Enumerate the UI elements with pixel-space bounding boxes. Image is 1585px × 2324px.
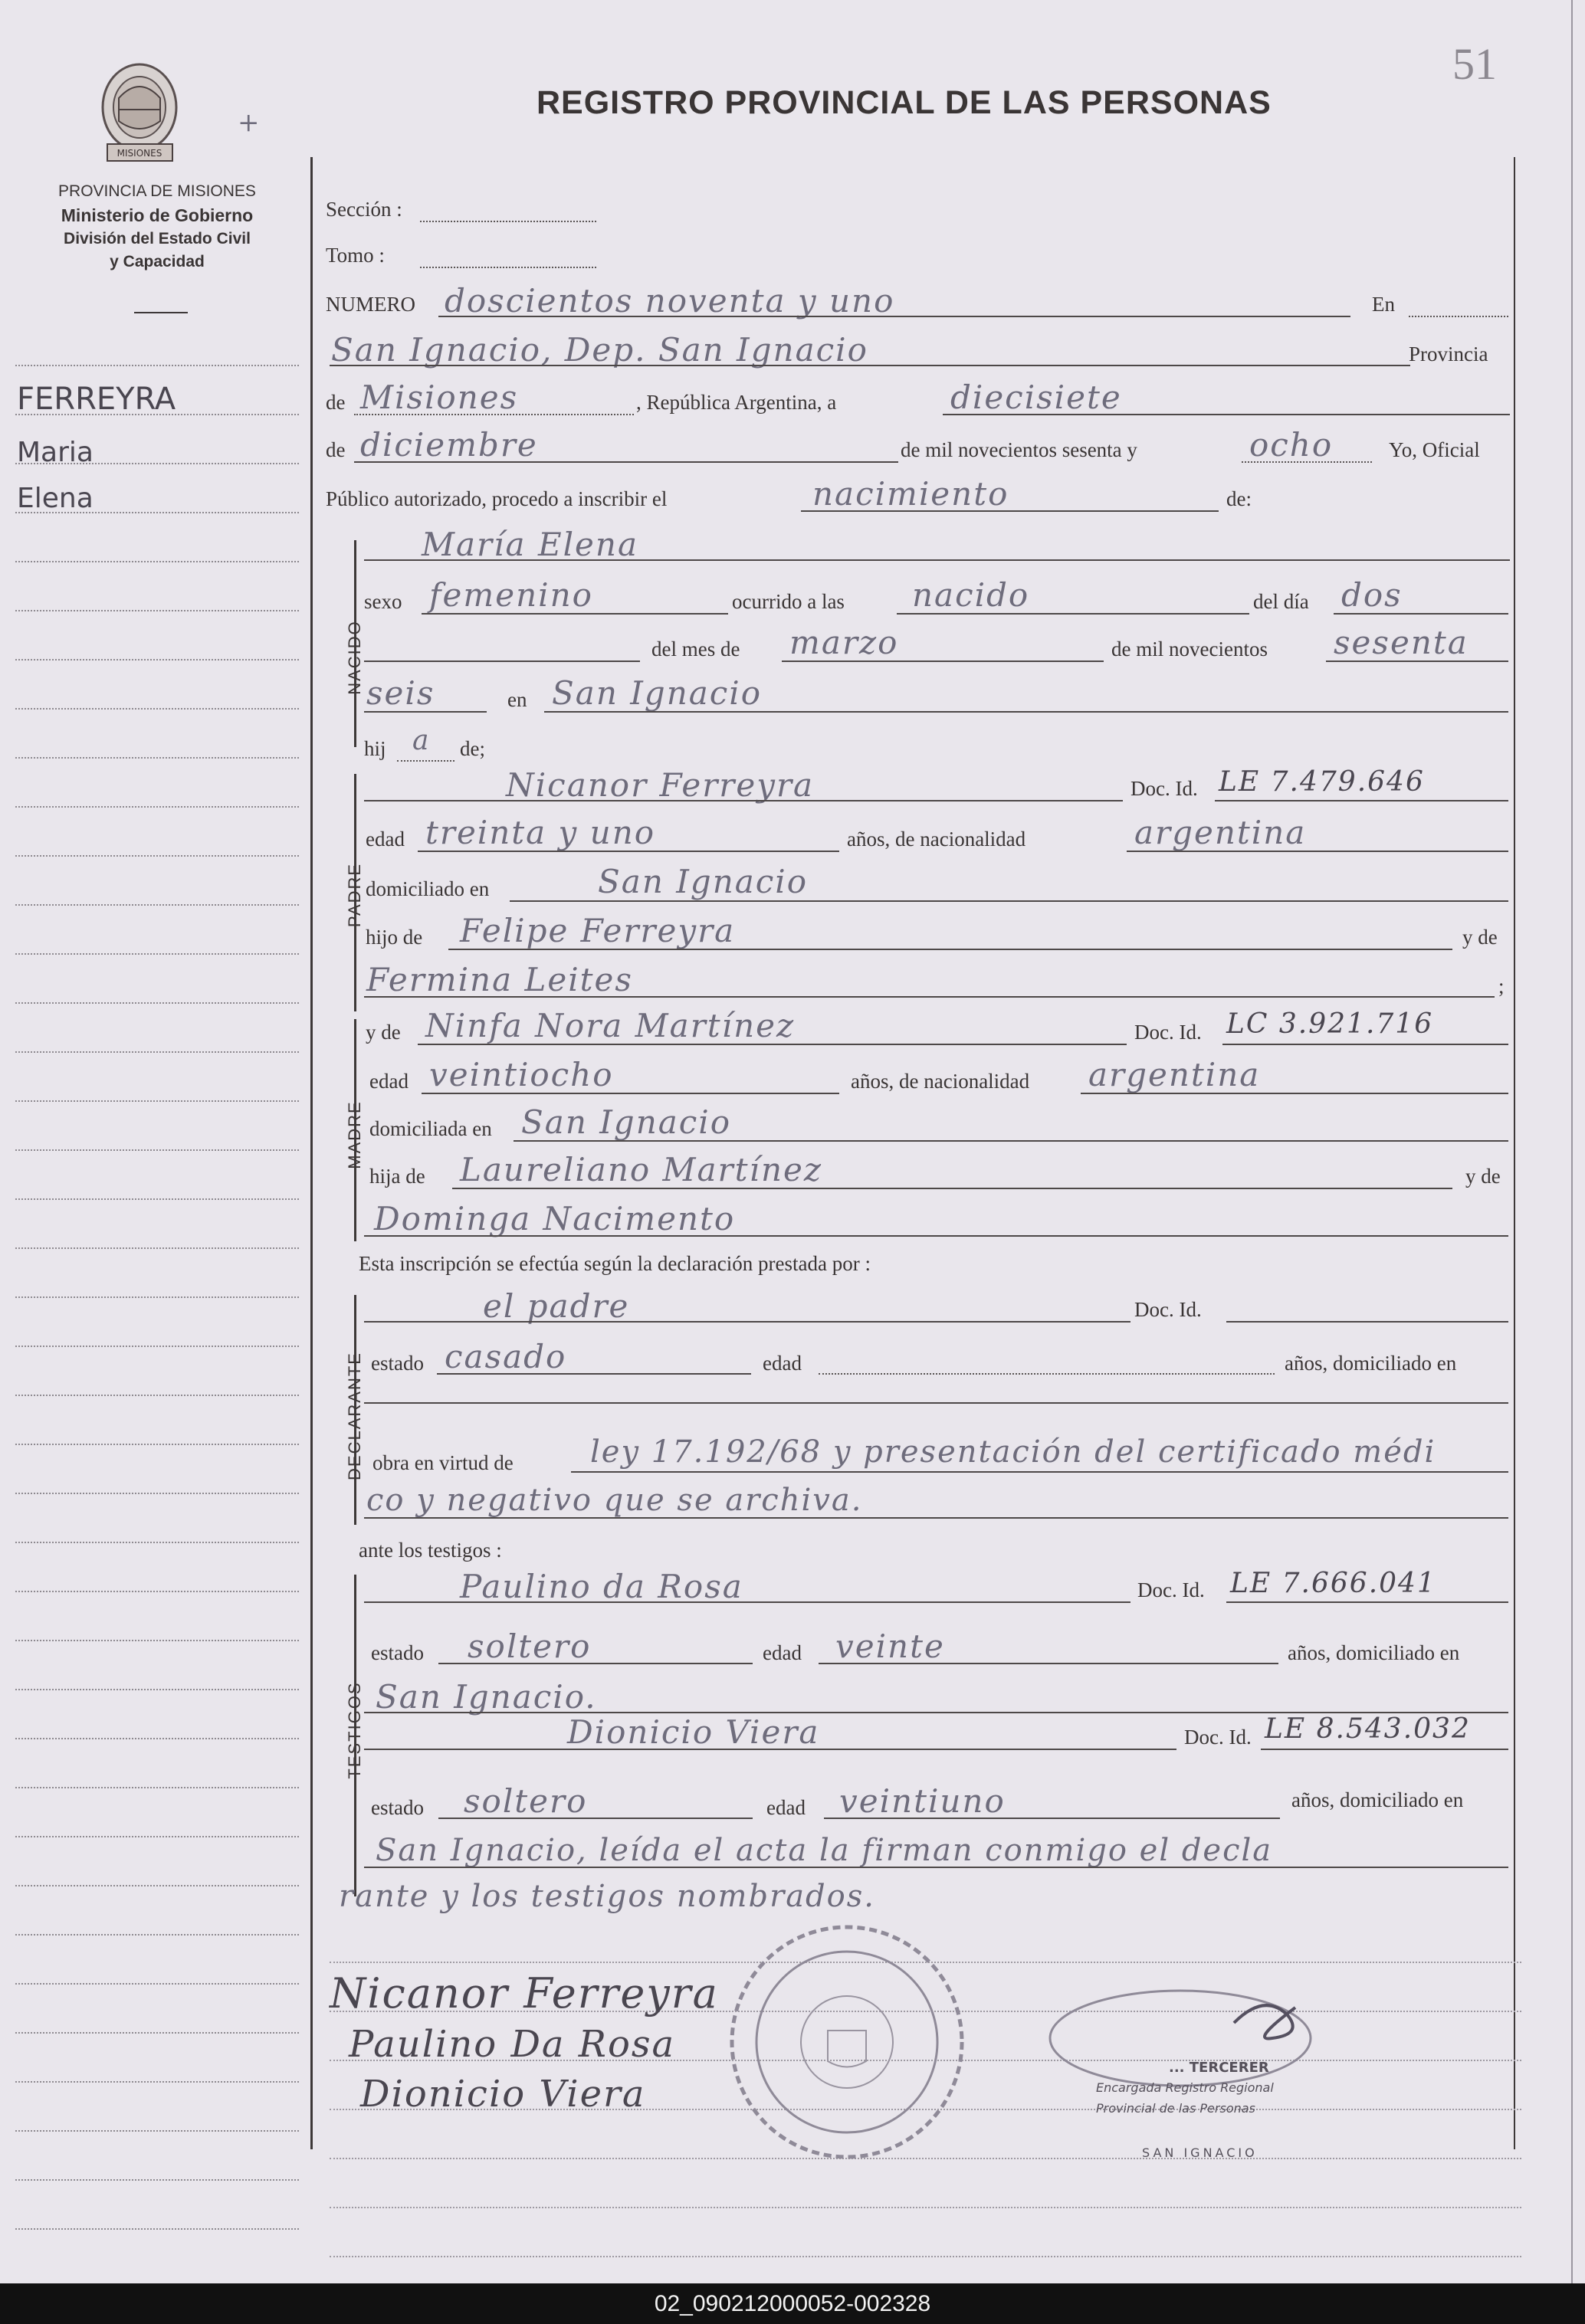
de-semicolon: de; — [460, 737, 485, 760]
margin-surname: FERREYRA — [17, 382, 176, 417]
padre-nombre: Nicanor Ferreyra — [506, 766, 815, 804]
declarante-doc-label: Doc. Id. — [1134, 1298, 1202, 1321]
testigo1-doc-label: Doc. Id. — [1137, 1578, 1205, 1601]
madre-madre-de: Dominga Nacimento — [374, 1200, 736, 1237]
provincia-value: Misiones — [360, 379, 519, 416]
madre-edad-value: veintiocho — [429, 1056, 614, 1093]
testigo1-dom-value: San Ignacio. — [376, 1678, 597, 1716]
madre-yde-label-2: y de — [1465, 1165, 1501, 1188]
section-madre: MADRE — [345, 1100, 364, 1169]
testigo1-doc-value: LE 7.666.041 — [1230, 1568, 1436, 1599]
madre-yde-label: y de — [366, 1021, 401, 1044]
margin-second-name: Elena — [17, 483, 94, 514]
madre-nac-label: años, de nacionalidad — [851, 1070, 1030, 1093]
declarante-edad-label: edad — [763, 1352, 802, 1375]
padre-edad-value: treinta y uno — [425, 814, 656, 851]
ministry-label: Ministerio de Gobierno — [61, 205, 254, 225]
margin-mark: + — [238, 107, 261, 138]
madre-nac-value: argentina — [1088, 1056, 1261, 1093]
stamp-line-3: Provincial de las Personas — [1096, 2101, 1255, 2116]
margin-first-name: Maria — [17, 437, 94, 468]
tomo-label: Tomo : — [326, 244, 385, 267]
madre-doc-label: Doc. Id. — [1134, 1021, 1202, 1044]
mil-novecientos-label: de mil novecientos — [1111, 638, 1268, 660]
obra-value-2: co y negativo que se archiva. — [366, 1483, 863, 1518]
ocurrido-label: ocurrido a las — [732, 590, 845, 613]
testigo2-edad-label: edad — [766, 1796, 806, 1819]
padre-hijo-label: hijo de — [366, 926, 423, 949]
seccion-label: Sección : — [326, 198, 402, 221]
page-edge — [1571, 0, 1573, 2283]
anio-nacimiento: sesenta — [1334, 624, 1469, 661]
padre-dom-value: San Ignacio — [598, 863, 809, 900]
padre-padre-de: Felipe Ferreyra — [460, 912, 736, 949]
stamp-line-1: ... TERCERER — [1169, 2060, 1269, 2076]
main-frame-line — [310, 157, 313, 2149]
madre-edad-label: edad — [369, 1070, 409, 1093]
publico-label: Público autorizado, procedo a inscribir el — [326, 487, 668, 510]
testigo2-doc-label: Doc. Id. — [1184, 1726, 1252, 1749]
right-frame-line — [1514, 157, 1515, 2149]
numero-label: NUMERO — [326, 293, 416, 316]
madre-dom-label: domiciliada en — [369, 1117, 492, 1140]
testigo2-nombre: Dionicio Viera — [567, 1713, 820, 1751]
padre-semicolon: ; — [1498, 975, 1505, 998]
declarante-nombre: el padre — [483, 1287, 630, 1325]
document-title: REGISTRO PROVINCIAL DE LAS PERSONAS — [537, 84, 1272, 121]
section-testigos: TESTIGOS — [345, 1681, 364, 1779]
padre-yde-label: y de — [1462, 926, 1498, 949]
en-label: En — [1372, 293, 1395, 316]
signature-padre: Nicanor Ferreyra — [330, 1969, 719, 2018]
hora-value: nacido — [912, 576, 1030, 614]
stamp-line-4: SAN IGNACIO — [1142, 2145, 1258, 2160]
stamp-line-2: Encargada Registro Regional — [1096, 2080, 1274, 2095]
testigo1-dom-label: años, domiciliado en — [1288, 1641, 1460, 1664]
mil-label: de mil novecientos sesenta y — [901, 438, 1137, 461]
dia-value: diecisiete — [950, 379, 1122, 416]
declarante-estado-value: casado — [445, 1338, 567, 1375]
testigo1-nombre: Paulino da Rosa — [460, 1568, 743, 1605]
del-dia-label: del día — [1253, 590, 1309, 613]
signature-testigo2: Dionicio Viera — [360, 2073, 646, 2116]
declarante-dom-label: años, domiciliado en — [1285, 1352, 1457, 1375]
section-declarante: DECLARANTE — [345, 1352, 364, 1480]
sexo-label: sexo — [364, 590, 402, 613]
padre-nac-value: argentina — [1134, 814, 1307, 851]
padre-doc-label: Doc. Id. — [1131, 777, 1198, 800]
madre-hija-label: hija de — [369, 1165, 425, 1188]
testigos-intro: ante los testigos : — [359, 1539, 502, 1562]
testigo2-estado-value: soltero — [464, 1782, 588, 1820]
madre-dom-value: San Ignacio — [521, 1103, 732, 1141]
nacido-nombre: María Elena — [422, 526, 638, 563]
mes-nacimiento: marzo — [789, 624, 899, 661]
testigo1-estado-label: estado — [371, 1641, 424, 1664]
testigo2-dom-value-2: rante y los testigos nombrados. — [339, 1879, 875, 1914]
dia-nacimiento: dos — [1341, 576, 1403, 614]
padre-doc-value: LE 7.479.646 — [1219, 766, 1425, 798]
signature-testigo1: Paulino Da Rosa — [349, 2023, 676, 2066]
image-id-footer: 02_090212000052-002328 — [0, 2283, 1585, 2324]
hij-value: a — [412, 725, 431, 756]
testigo2-dom-value: San Ignacio, leída el acta la firman conmigo el decla — [376, 1833, 1273, 1868]
testigo2-doc-value: LE 8.543.032 — [1265, 1713, 1471, 1745]
testigo2-edad-value: veintiuno — [839, 1782, 1006, 1820]
madre-padre-de: Laureliano Martínez — [460, 1151, 822, 1188]
en-label-nacido: en — [507, 688, 527, 711]
acto-value: nacimiento — [812, 475, 1009, 513]
testigo1-edad-value: veinte — [835, 1627, 945, 1665]
divider — [134, 312, 188, 313]
section-nacido: NACIDO — [345, 620, 364, 695]
de-colon-label: de: — [1226, 487, 1252, 510]
del-mes-label: del mes de — [651, 638, 740, 660]
madre-doc-value: LC 3.921.716 — [1226, 1008, 1434, 1040]
numero-value: doscientos noventa y uno — [445, 282, 895, 320]
lugar-nacimiento: San Ignacio — [552, 674, 763, 712]
testigo2-dom-label: años, domiciliado en — [1291, 1788, 1464, 1811]
declarante-estado-label: estado — [371, 1352, 424, 1375]
padre-dom-label: domiciliado en — [366, 877, 490, 900]
svg-text:MISIONES: MISIONES — [116, 148, 162, 159]
division-label: División del Estado Civil — [64, 230, 251, 247]
coat-of-arms-seal — [96, 60, 184, 167]
testigo2-estado-label: estado — [371, 1796, 424, 1819]
official-round-seal — [720, 1916, 973, 2168]
section-padre: PADRE — [345, 862, 364, 928]
padre-edad-label: edad — [366, 828, 405, 851]
page-number: 51 — [1452, 39, 1497, 89]
sexo-value: femenino — [429, 576, 593, 614]
hij-label: hij — [364, 737, 386, 760]
de-label-2: de — [326, 438, 346, 461]
padre-madre-de: Fermina Leites — [366, 961, 633, 998]
republica-label: , República Argentina, a — [636, 391, 837, 414]
obra-value: ley 17.192/68 y presentación del certificado médi — [590, 1434, 1436, 1470]
padre-nac-label: años, de nacionalidad — [847, 828, 1026, 851]
provincia-label: Provincia — [1409, 343, 1488, 365]
de-label: de — [326, 391, 346, 414]
declarante-intro: Esta inscripción se efectúa según la declaración prestada por : — [359, 1252, 871, 1275]
testigo1-edad-label: edad — [763, 1641, 802, 1664]
mes-value: diciembre — [360, 426, 538, 464]
capacity-label: y Capacidad — [110, 253, 205, 270]
province-label: PROVINCIA DE MISIONES — [58, 182, 256, 200]
lugar-value: San Ignacio, Dep. San Ignacio — [331, 331, 868, 369]
obra-label: obra en virtud de — [372, 1451, 514, 1474]
yo-oficial-label: Yo, Oficial — [1389, 438, 1480, 461]
testigo1-estado-value: soltero — [468, 1627, 592, 1665]
madre-nombre: Ninfa Nora Martínez — [425, 1007, 796, 1044]
anio-nacimiento-2: seis — [366, 674, 435, 712]
anio-value: ocho — [1249, 426, 1334, 464]
